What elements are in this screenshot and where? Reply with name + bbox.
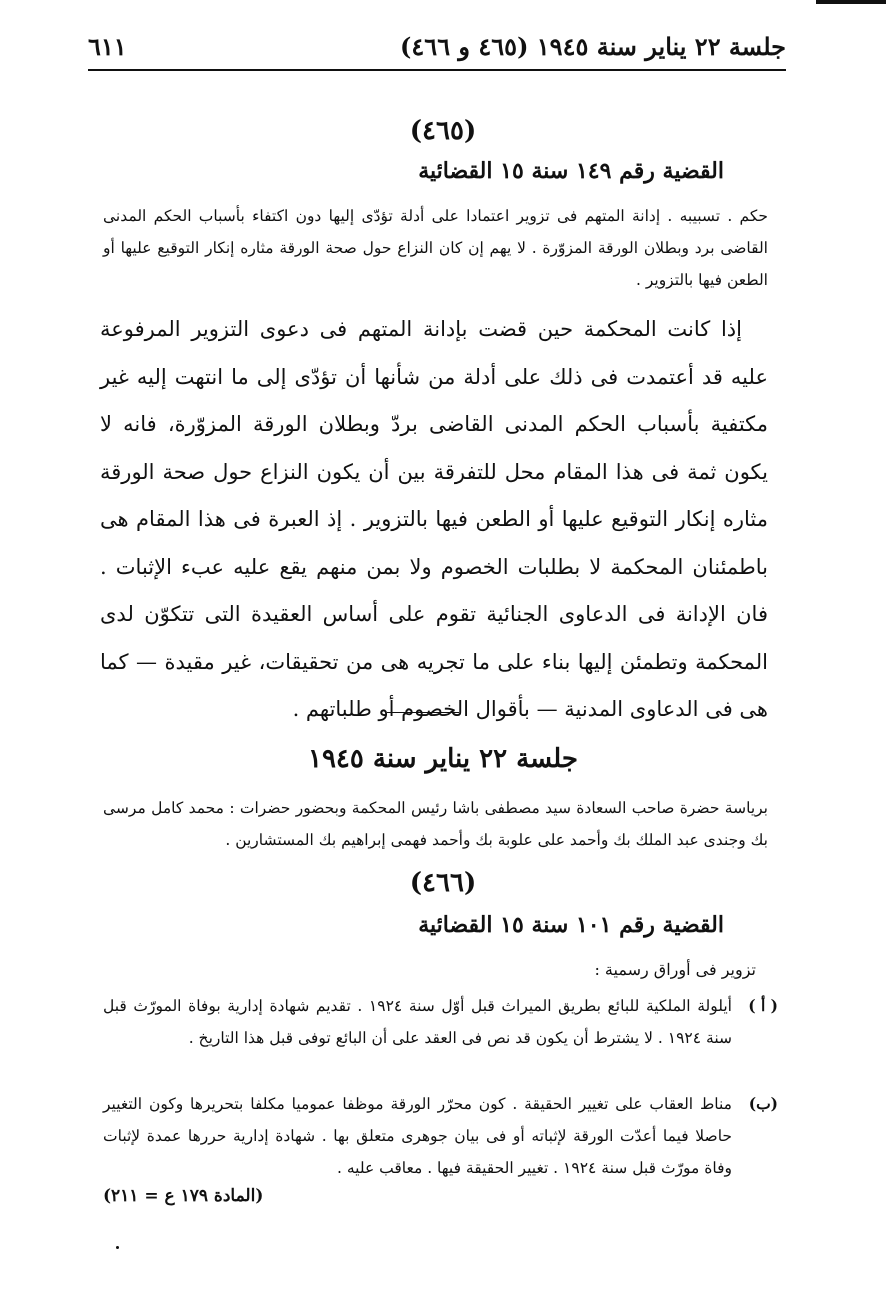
case-466-item-b — [103, 1088, 778, 1184]
case-466-number: (٤٦٦) — [409, 868, 477, 898]
item-b-marker: (ب) — [748, 1094, 778, 1113]
running-header — [88, 28, 786, 68]
session-presidency: برياسة حضرة صاحب السعادة سيد مصطفى باشا رئيس المحكمة وبحضور حضرات : محمد كامل مرسى بك وجندى عبد الملك بك وأحمد على علوبة بك وأحمد فهمى إبراهيم بك المستشارين . — [103, 799, 768, 849]
case-465-number: (٤٦٥) — [409, 116, 477, 146]
page-number: ٦١١ — [88, 32, 127, 61]
case-465-title: القضية رقم ١٤٩ سنة ١٥ القضائية — [418, 158, 724, 184]
case-466-item-a — [103, 990, 778, 1054]
header-title: جلسة ٢٢ يناير سنة ١٩٤٥ (٤٦٥ و ٤٦٦) — [400, 32, 786, 61]
session-title: جلسة ٢٢ يناير سنة ١٩٤٥ — [308, 744, 578, 774]
case-465-body-text: إذا كانت المحكمة حين قضت بإدانة المتهم فى دعوى التزوير المرفوعة عليه قد أعتمدت فى ذلك على أدلة من شأنها أن تؤدّى إلى ما انتهت إليه غير مكتفية بأسباب الحكم المدنى القاضى بردّ وبطلان الورقة المزوّرة، فانه لا يكون ثمة فى هذا المقام محل للتفرقة بين أن يكون النزاع حول صحة الورقة مثاره إنكار التوقيع عليها أو الطعن فيها بالتزوير . إذ العبرة فى هذا المقام هى باطمئنان المحكمة لا بطلبات الخصوم ولا بمن منهم يقع عليه عبء الإثبات . فان الإدانة فى الدعاوى الجنائية تقوم على أساس العقيدة التى تتكوّن لدى المحكمة وتطمئن إليها بناء على ما تجريه هى من تحقيقات، غير مقيدة — كما هى فى الدعاوى المدنية — بأقوال الخصوم أو طلباتهم . — [100, 317, 768, 721]
item-b-text: مناط العقاب على تغيير الحقيقة . كون محرّر الورقة موظفا عموميا مكلفا بتحريرها وكون التغيير حاصلا فيما أعدّت الورقة لإثباته أو فى بيان جوهرى متعلق بها . شهادة إدارية حررها عمدة لإثبات وفاة مورّث قبل سنة ١٩٢٤ . تغيير الحقيقة فيها . معاقب عليه . — [103, 1095, 732, 1177]
header-rule — [88, 69, 786, 71]
stray-dot — [116, 1246, 119, 1249]
case-465-body — [100, 306, 768, 734]
case-466-subject: تزوير فى أوراق رسمية : — [594, 960, 756, 979]
article-reference: (المادة ١٧٩ ع = ٢١١) — [103, 1186, 264, 1206]
item-a-marker: ( أ ) — [748, 996, 778, 1015]
section-separator — [387, 712, 459, 713]
case-466-title: القضية رقم ١٠١ سنة ١٥ القضائية — [418, 912, 724, 938]
corner-mark — [816, 0, 886, 4]
item-a-text: أيلولة الملكية للبائع بطريق الميراث قبل أوّل سنة ١٩٢٤ . تقديم شهادة إدارية بوفاة المورّث قبل سنة ١٩٢٤ . لا يشترط أن يكون قد نص فى العقد على أن البائع توفى قبل هذا التاريخ . — [103, 997, 732, 1047]
case-465-summary: حكم . تسبيبه . إدانة المتهم فى تزوير اعتمادا على أدلة تؤدّى إليها دون اكتفاء بأسباب الحكم المدنى القاضى برد وبطلان الورقة المزوّرة . لا يهم إن كان النزاع حول صحة الورقة مثاره إنكار التوقيع عليها أو الطعن فيها بالتزوير . — [103, 207, 768, 289]
